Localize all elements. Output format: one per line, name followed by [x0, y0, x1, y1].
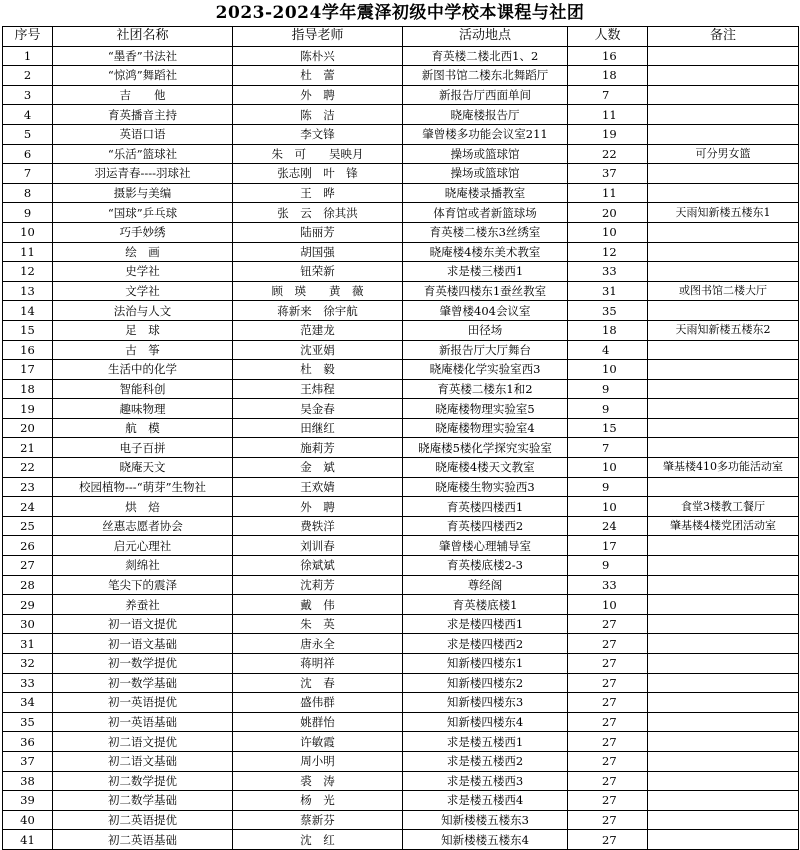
- club-name-cell: 古 筝: [53, 340, 233, 360]
- location-cell: 操场或篮球馆: [403, 144, 568, 164]
- count-cell: 27: [568, 791, 648, 811]
- serial-cell: 40: [3, 810, 53, 830]
- count-cell: 10: [568, 222, 648, 242]
- serial-cell: 24: [3, 497, 53, 517]
- table-row: [3, 516, 799, 536]
- club-name-cell: 校园植物---“萌芽”生物社: [53, 477, 233, 497]
- count-cell: 4: [568, 340, 648, 360]
- club-name-cell: 育英播音主持: [53, 105, 233, 125]
- serial-cell: 39: [3, 791, 53, 811]
- teacher-cell: 胡国强: [233, 242, 403, 262]
- club-name-cell: 智能科创: [53, 379, 233, 399]
- teacher-cell: 朱 英: [233, 614, 403, 634]
- serial-cell: 12: [3, 262, 53, 282]
- teacher-cell: 许敏霞: [233, 732, 403, 752]
- teacher-cell: 唐永全: [233, 634, 403, 654]
- location-cell: 知新楼四楼东2: [403, 673, 568, 693]
- count-cell: 10: [568, 360, 648, 380]
- serial-cell: 33: [3, 673, 53, 693]
- header-serial: 序号: [3, 27, 53, 47]
- table-row: [3, 595, 799, 615]
- remarks-cell: [648, 222, 799, 242]
- club-name-cell: 初一数学基础: [53, 673, 233, 693]
- serial-cell: 2: [3, 66, 53, 86]
- remarks-cell: [648, 85, 799, 105]
- teacher-cell: 杨 光: [233, 791, 403, 811]
- serial-cell: 20: [3, 418, 53, 438]
- teacher-cell: 沈亚娟: [233, 340, 403, 360]
- teacher-cell: 裘 涛: [233, 771, 403, 791]
- location-cell: 晓庵楼5楼化学探究实验室: [403, 438, 568, 458]
- location-cell: 育英楼二楼东3丝绣室: [403, 222, 568, 242]
- teacher-cell: 徐斌斌: [233, 556, 403, 576]
- count-cell: 9: [568, 556, 648, 576]
- location-cell: 求是楼三楼西1: [403, 262, 568, 282]
- location-cell: 求是楼五楼西4: [403, 791, 568, 811]
- serial-cell: 6: [3, 144, 53, 164]
- club-name-cell: 羽运青春----羽球社: [53, 164, 233, 184]
- location-cell: 晓庵楼生物实验西3: [403, 477, 568, 497]
- count-cell: 7: [568, 85, 648, 105]
- club-name-cell: “国球”乒乓球: [53, 203, 233, 223]
- teacher-cell: 范建龙: [233, 320, 403, 340]
- serial-cell: 26: [3, 536, 53, 556]
- serial-cell: 30: [3, 614, 53, 634]
- count-cell: 27: [568, 810, 648, 830]
- count-cell: 27: [568, 712, 648, 732]
- club-name-cell: 航 模: [53, 418, 233, 438]
- club-name-cell: 初二数学提优: [53, 771, 233, 791]
- serial-cell: 7: [3, 164, 53, 184]
- teacher-cell: 陈 洁: [233, 105, 403, 125]
- location-cell: 求是楼四楼西2: [403, 634, 568, 654]
- teacher-cell: 沈莉芳: [233, 575, 403, 595]
- club-name-cell: 初一语文提优: [53, 614, 233, 634]
- remarks-cell: [648, 634, 799, 654]
- table-row: [3, 791, 799, 811]
- table-row: [3, 164, 799, 184]
- serial-cell: 29: [3, 595, 53, 615]
- location-cell: 育英楼底楼2-3: [403, 556, 568, 576]
- serial-cell: 10: [3, 222, 53, 242]
- serial-cell: 38: [3, 771, 53, 791]
- location-cell: 知新楼四楼东4: [403, 712, 568, 732]
- location-cell: 知新楼四楼东3: [403, 693, 568, 713]
- count-cell: 33: [568, 575, 648, 595]
- remarks-cell: 或图书馆二楼大厅: [648, 281, 799, 301]
- serial-cell: 19: [3, 399, 53, 419]
- remarks-cell: [648, 712, 799, 732]
- location-cell: 求是楼四楼西1: [403, 614, 568, 634]
- club-name-cell: 文学社: [53, 281, 233, 301]
- location-cell: 肇曾楼多功能会议室211: [403, 124, 568, 144]
- table-row: [3, 183, 799, 203]
- teacher-cell: 外 聘: [233, 497, 403, 517]
- location-cell: 晓庵楼4楼东美术教室: [403, 242, 568, 262]
- location-cell: 育英楼二楼北西1、2: [403, 46, 568, 66]
- teacher-cell: 施莉芳: [233, 438, 403, 458]
- table-row: [3, 830, 799, 850]
- club-name-cell: 初二语文基础: [53, 751, 233, 771]
- remarks-cell: [648, 693, 799, 713]
- club-name-cell: 初一英语基础: [53, 712, 233, 732]
- remarks-cell: [648, 830, 799, 850]
- table-row: [3, 301, 799, 321]
- club-name-cell: 笔尖下的震泽: [53, 575, 233, 595]
- club-name-cell: 绘 画: [53, 242, 233, 262]
- count-cell: 27: [568, 654, 648, 674]
- location-cell: 晓庵楼物理实验室5: [403, 399, 568, 419]
- serial-cell: 25: [3, 516, 53, 536]
- table-row: [3, 575, 799, 595]
- serial-cell: 3: [3, 85, 53, 105]
- teacher-cell: 金 斌: [233, 458, 403, 478]
- serial-cell: 5: [3, 124, 53, 144]
- remarks-cell: [648, 418, 799, 438]
- count-cell: 12: [568, 242, 648, 262]
- remarks-cell: [648, 105, 799, 125]
- remarks-cell: [648, 536, 799, 556]
- club-name-cell: 趣味物理: [53, 399, 233, 419]
- table-row: [3, 124, 799, 144]
- remarks-cell: 肇基楼4楼党团活动室: [648, 516, 799, 536]
- table-row: [3, 732, 799, 752]
- serial-cell: 17: [3, 360, 53, 380]
- teacher-cell: 盛伟群: [233, 693, 403, 713]
- location-cell: 体育馆或者新篮球场: [403, 203, 568, 223]
- teacher-cell: 杜 蕾: [233, 66, 403, 86]
- table-row: [3, 418, 799, 438]
- location-cell: 求是楼五楼西1: [403, 732, 568, 752]
- location-cell: 育英楼二楼东1和2: [403, 379, 568, 399]
- table-row: [3, 614, 799, 634]
- location-cell: 求是楼五楼西3: [403, 771, 568, 791]
- club-name-cell: 初二英语提优: [53, 810, 233, 830]
- table-row: [3, 556, 799, 576]
- club-name-cell: 晓庵天文: [53, 458, 233, 478]
- club-name-cell: 初二语文提优: [53, 732, 233, 752]
- serial-cell: 4: [3, 105, 53, 125]
- table-row: [3, 66, 799, 86]
- location-cell: 知新楼楼五楼东4: [403, 830, 568, 850]
- table-row: [3, 693, 799, 713]
- count-cell: 27: [568, 732, 648, 752]
- table-row: [3, 751, 799, 771]
- teacher-cell: 陈朴兴: [233, 46, 403, 66]
- serial-cell: 21: [3, 438, 53, 458]
- teacher-cell: 外 聘: [233, 85, 403, 105]
- count-cell: 27: [568, 751, 648, 771]
- club-name-cell: “惊鸿”舞蹈社: [53, 66, 233, 86]
- serial-cell: 14: [3, 301, 53, 321]
- count-cell: 20: [568, 203, 648, 223]
- serial-cell: 37: [3, 751, 53, 771]
- teacher-cell: 朱 可 吴映月: [233, 144, 403, 164]
- remarks-cell: 食堂3楼教工餐厅: [648, 497, 799, 517]
- remarks-cell: [648, 771, 799, 791]
- location-cell: 肇曾楼心理辅导室: [403, 536, 568, 556]
- serial-cell: 27: [3, 556, 53, 576]
- location-cell: 求是楼五楼西2: [403, 751, 568, 771]
- remarks-cell: [648, 556, 799, 576]
- location-cell: 育英楼底楼1: [403, 595, 568, 615]
- remarks-cell: [648, 810, 799, 830]
- location-cell: 肇曾楼404会议室: [403, 301, 568, 321]
- teacher-cell: 蒋明祥: [233, 654, 403, 674]
- teacher-cell: 杜 毅: [233, 360, 403, 380]
- table-row: [3, 810, 799, 830]
- remarks-cell: [648, 360, 799, 380]
- teacher-cell: 刘训春: [233, 536, 403, 556]
- count-cell: 17: [568, 536, 648, 556]
- table-row: [3, 320, 799, 340]
- table-row: [3, 536, 799, 556]
- header-club-name: 社团名称: [53, 27, 233, 47]
- header-teacher: 指导老师: [233, 27, 403, 47]
- club-name-cell: 初一英语提优: [53, 693, 233, 713]
- table-row: [3, 712, 799, 732]
- teacher-cell: 沈 红: [233, 830, 403, 850]
- teacher-cell: 蔡新芬: [233, 810, 403, 830]
- location-cell: 晓庵楼物理实验室4: [403, 418, 568, 438]
- count-cell: 19: [568, 124, 648, 144]
- club-name-cell: 英语口语: [53, 124, 233, 144]
- count-cell: 9: [568, 399, 648, 419]
- header-row: [3, 27, 799, 47]
- serial-cell: 35: [3, 712, 53, 732]
- table-row: [3, 399, 799, 419]
- club-name-cell: 剡绵社: [53, 556, 233, 576]
- serial-cell: 22: [3, 458, 53, 478]
- club-name-cell: 养蚕社: [53, 595, 233, 615]
- remarks-cell: 肇基楼410多功能活动室: [648, 458, 799, 478]
- club-name-cell: 电子百拼: [53, 438, 233, 458]
- count-cell: 35: [568, 301, 648, 321]
- table-row: [3, 46, 799, 66]
- location-cell: 晓庵楼录播教室: [403, 183, 568, 203]
- count-cell: 10: [568, 458, 648, 478]
- serial-cell: 31: [3, 634, 53, 654]
- teacher-cell: 费轶洋: [233, 516, 403, 536]
- club-name-cell: 摄影与美编: [53, 183, 233, 203]
- serial-cell: 13: [3, 281, 53, 301]
- club-name-cell: 巧手妙绣: [53, 222, 233, 242]
- serial-cell: 28: [3, 575, 53, 595]
- remarks-cell: [648, 751, 799, 771]
- club-name-cell: 足 球: [53, 320, 233, 340]
- count-cell: 10: [568, 497, 648, 517]
- table-row: [3, 438, 799, 458]
- remarks-cell: [648, 732, 799, 752]
- remarks-cell: [648, 124, 799, 144]
- teacher-cell: 顾 瑛 黄 薇: [233, 281, 403, 301]
- count-cell: 27: [568, 771, 648, 791]
- remarks-cell: [648, 379, 799, 399]
- table-row: [3, 105, 799, 125]
- table-row: [3, 242, 799, 262]
- table-row: [3, 281, 799, 301]
- table-row: [3, 144, 799, 164]
- count-cell: 7: [568, 438, 648, 458]
- table-row: [3, 360, 799, 380]
- serial-cell: 41: [3, 830, 53, 850]
- count-cell: 15: [568, 418, 648, 438]
- remarks-cell: [648, 242, 799, 262]
- table-row: [3, 340, 799, 360]
- club-name-cell: 启元心理社: [53, 536, 233, 556]
- teacher-cell: 李文锋: [233, 124, 403, 144]
- table-row: [3, 379, 799, 399]
- table-row: [3, 203, 799, 223]
- remarks-cell: 可分男女篮: [648, 144, 799, 164]
- location-cell: 育英楼四楼东1蚕丝教室: [403, 281, 568, 301]
- remarks-cell: [648, 164, 799, 184]
- remarks-cell: [648, 301, 799, 321]
- count-cell: 27: [568, 693, 648, 713]
- serial-cell: 8: [3, 183, 53, 203]
- location-cell: 育英楼四楼西1: [403, 497, 568, 517]
- serial-cell: 11: [3, 242, 53, 262]
- teacher-cell: 王 晔: [233, 183, 403, 203]
- location-cell: 晓庵楼4楼天文教室: [403, 458, 568, 478]
- count-cell: 27: [568, 614, 648, 634]
- location-cell: 新报告厅大厅舞台: [403, 340, 568, 360]
- club-table: [2, 26, 799, 850]
- table-row: [3, 654, 799, 674]
- remarks-cell: [648, 477, 799, 497]
- remarks-cell: [648, 46, 799, 66]
- remarks-cell: [648, 614, 799, 634]
- remarks-cell: [648, 340, 799, 360]
- table-row: [3, 222, 799, 242]
- location-cell: 知新楼楼五楼东3: [403, 810, 568, 830]
- count-cell: 9: [568, 379, 648, 399]
- location-cell: 晓庵楼报告厅: [403, 105, 568, 125]
- teacher-cell: 王炜程: [233, 379, 403, 399]
- club-name-cell: 生活中的化学: [53, 360, 233, 380]
- table-row: [3, 634, 799, 654]
- teacher-cell: 钮荣新: [233, 262, 403, 282]
- teacher-cell: 姚群怡: [233, 712, 403, 732]
- remarks-cell: [648, 791, 799, 811]
- location-cell: 操场或篮球馆: [403, 164, 568, 184]
- table-row: [3, 477, 799, 497]
- location-cell: 晓庵楼化学实验室西3: [403, 360, 568, 380]
- count-cell: 27: [568, 634, 648, 654]
- club-name-cell: 烘 焙: [53, 497, 233, 517]
- count-cell: 18: [568, 320, 648, 340]
- location-cell: 田径场: [403, 320, 568, 340]
- remarks-cell: [648, 595, 799, 615]
- location-cell: 知新楼四楼东1: [403, 654, 568, 674]
- count-cell: 31: [568, 281, 648, 301]
- teacher-cell: 戴 伟: [233, 595, 403, 615]
- table-row: [3, 673, 799, 693]
- club-name-cell: 初一语文基础: [53, 634, 233, 654]
- table-row: [3, 771, 799, 791]
- remarks-cell: [648, 575, 799, 595]
- location-cell: 育英楼四楼西2: [403, 516, 568, 536]
- teacher-cell: 周小明: [233, 751, 403, 771]
- club-name-cell: 法治与人文: [53, 301, 233, 321]
- count-cell: 11: [568, 105, 648, 125]
- location-cell: 尊经阁: [403, 575, 568, 595]
- document-title: 2023-2024学年震泽初级中学校本课程与社团: [215, 3, 585, 23]
- club-name-cell: 初一数学提优: [53, 654, 233, 674]
- table-row: [3, 497, 799, 517]
- remarks-cell: [648, 66, 799, 86]
- serial-cell: 36: [3, 732, 53, 752]
- remarks-cell: [648, 262, 799, 282]
- club-name-cell: 初二英语基础: [53, 830, 233, 850]
- remarks-cell: [648, 183, 799, 203]
- teacher-cell: 蒋新来 徐宇航: [233, 301, 403, 321]
- teacher-cell: 吴金春: [233, 399, 403, 419]
- serial-cell: 23: [3, 477, 53, 497]
- serial-cell: 18: [3, 379, 53, 399]
- count-cell: 33: [568, 262, 648, 282]
- club-name-cell: 吉 他: [53, 85, 233, 105]
- serial-cell: 32: [3, 654, 53, 674]
- header-remarks: 备注: [648, 27, 799, 47]
- count-cell: 22: [568, 144, 648, 164]
- teacher-cell: 王欢婧: [233, 477, 403, 497]
- teacher-cell: 张志刚 叶 锋: [233, 164, 403, 184]
- serial-cell: 15: [3, 320, 53, 340]
- remarks-cell: [648, 654, 799, 674]
- count-cell: 27: [568, 673, 648, 693]
- count-cell: 18: [568, 66, 648, 86]
- count-cell: 27: [568, 830, 648, 850]
- table-row: [3, 262, 799, 282]
- teacher-cell: 田继红: [233, 418, 403, 438]
- club-name-cell: “墨香”书法社: [53, 46, 233, 66]
- remarks-cell: [648, 673, 799, 693]
- count-cell: 11: [568, 183, 648, 203]
- count-cell: 24: [568, 516, 648, 536]
- remarks-cell: [648, 438, 799, 458]
- table-row: [3, 458, 799, 478]
- teacher-cell: 张 云 徐其洪: [233, 203, 403, 223]
- table-row: [3, 85, 799, 105]
- table-body: [3, 46, 799, 849]
- remarks-cell: 天雨知新楼五楼东1: [648, 203, 799, 223]
- serial-cell: 34: [3, 693, 53, 713]
- header-location: 活动地点: [403, 27, 568, 47]
- count-cell: 16: [568, 46, 648, 66]
- teacher-cell: 沈 春: [233, 673, 403, 693]
- location-cell: 新图书馆二楼东北舞蹈厅: [403, 66, 568, 86]
- header-count: 人数: [568, 27, 648, 47]
- teacher-cell: 陆丽芳: [233, 222, 403, 242]
- count-cell: 9: [568, 477, 648, 497]
- club-name-cell: 丝惠志愿者协会: [53, 516, 233, 536]
- club-name-cell: 史学社: [53, 262, 233, 282]
- serial-cell: 1: [3, 46, 53, 66]
- location-cell: 新报告厅西面单间: [403, 85, 568, 105]
- remarks-cell: 天雨知新楼五楼东2: [648, 320, 799, 340]
- serial-cell: 16: [3, 340, 53, 360]
- count-cell: 10: [568, 595, 648, 615]
- club-name-cell: 初二数学基础: [53, 791, 233, 811]
- remarks-cell: [648, 399, 799, 419]
- club-name-cell: “乐活”篮球社: [53, 144, 233, 164]
- serial-cell: 9: [3, 203, 53, 223]
- count-cell: 37: [568, 164, 648, 184]
